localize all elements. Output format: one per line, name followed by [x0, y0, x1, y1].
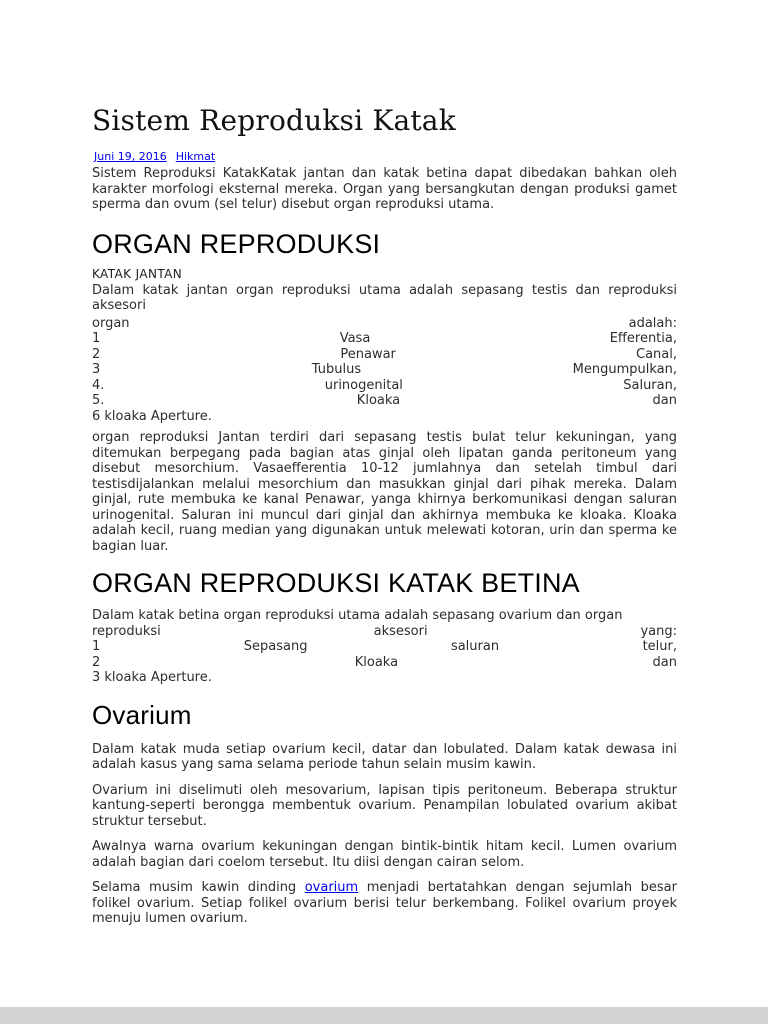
- ovary-p4-text-before: Selama musim kawin dinding: [92, 880, 305, 895]
- ovary-paragraph-2: Ovarium ini diselimuti oleh mesovarium, lapisan tipis peritoneum. Beberapa struktur kantung-seperti berongga membentuk ovarium. Penampilan lobulated ovarium akibat struktur tersebut.: [92, 782, 677, 829]
- female-list-item-3: 3 kloaka Aperture.: [92, 670, 212, 685]
- male-list-item-3: 3 Tubulus Mengumpulkan,: [92, 362, 677, 377]
- male-list-item-4: 4. urinogenital Saluran,: [92, 377, 677, 393]
- male-body-paragraph: organ reproduksi Jantan terdiri dari sepasang testis bulat telur kekuningan, yang ditemukan berpegang pada bagian atas ginjal oleh lipatan ganda peritoneum yang disebut mesorchium. Vasaefferentia 10-12 jumlahnya dan setelah timbul dari testisdijalankan melalui mesorchium dan masukkan ginjal dari pihak mereka. Dalam ginjal, rute membuka ke kanal Penawar, yanga khirnya berkomunikasi dengan saluran urinogenital. Saluran ini muncul dari ginjal dan akhirnya membuka ke kloaka. Kloaka adalah kecil, ruang median yang digunakan untuk melewati kotoran, urin dan sperma ke bagian luar.: [92, 430, 677, 554]
- ovary-paragraph-3: Awalnya warna ovarium kekuningan dengan bintik-bintik hitam kecil. Lumen ovarium adalah bagian dari coelom tersebut. Itu diisi dengan cairan selom.: [92, 839, 677, 870]
- male-list-item-2: 2 Penawar Canal,: [92, 346, 677, 362]
- female-list-item-2: 2 Kloaka dan: [92, 654, 677, 670]
- article-title: Sistem Reproduksi Katak: [92, 104, 456, 137]
- male-list-item-1: 1 Vasa Efferentia,: [92, 331, 677, 346]
- page-bottom-bar: [0, 1007, 768, 1024]
- post-author-link[interactable]: Hikmat: [175, 150, 216, 163]
- ovary-paragraph-1: Dalam katak muda setiap ovarium kecil, datar dan lobulated. Dalam katak dewasa ini adalah kasus yang sama selama periode tahun selain musim kawin.: [92, 741, 677, 772]
- intro-paragraph: Sistem Reproduksi KatakKatak jantan dan katak betina dapat dibedakan bahkan oleh karakter morfologi eksternal mereka. Organ yang bersangkutan dengan produksi gamet sperma dan ovum (sel telur) disebut organ reproduksi utama.: [92, 166, 677, 212]
- subheading-katak-jantan: KATAK JANTAN: [92, 266, 183, 281]
- male-list-item-6: 6 kloaka Aperture.: [92, 408, 212, 424]
- female-lead-paragraph: Dalam katak betina organ reproduksi utama adalah sepasang ovarium dan organ: [92, 608, 623, 623]
- female-list-item-1: 1 Sepasang saluran telur,: [92, 639, 677, 654]
- post-meta: [94, 150, 677, 163]
- post-date-link[interactable]: Juni 19, 2016: [94, 150, 167, 163]
- ovary-p4-text-after: menjadi bertatahkan dengan sejumlah besar folikel ovarium. Setiap folikel ovarium berisi telur berkembang. Folikel ovarium proyek menuju lumen ovarium.: [92, 880, 677, 926]
- heading-organ-reproduksi-katak-betina: ORGAN REPRODUKSI KATAK BETINA: [92, 568, 580, 598]
- female-label-line: reproduksi aksesori yang:: [92, 623, 677, 639]
- ovary-paragraph-4: [92, 880, 677, 927]
- ovarium-link[interactable]: ovarium: [304, 880, 359, 895]
- article: [92, 0, 677, 927]
- male-organ-label-line: organ adalah:: [92, 315, 677, 331]
- heading-ovarium: Ovarium: [92, 699, 192, 730]
- male-lead-paragraph: Dalam katak jantan organ reproduksi utama adalah sepasang testis dan reproduksi aksesori: [92, 282, 677, 313]
- heading-organ-reproduksi: ORGAN REPRODUKSI: [92, 228, 381, 259]
- male-list-item-5: 5. Kloaka dan: [92, 393, 677, 408]
